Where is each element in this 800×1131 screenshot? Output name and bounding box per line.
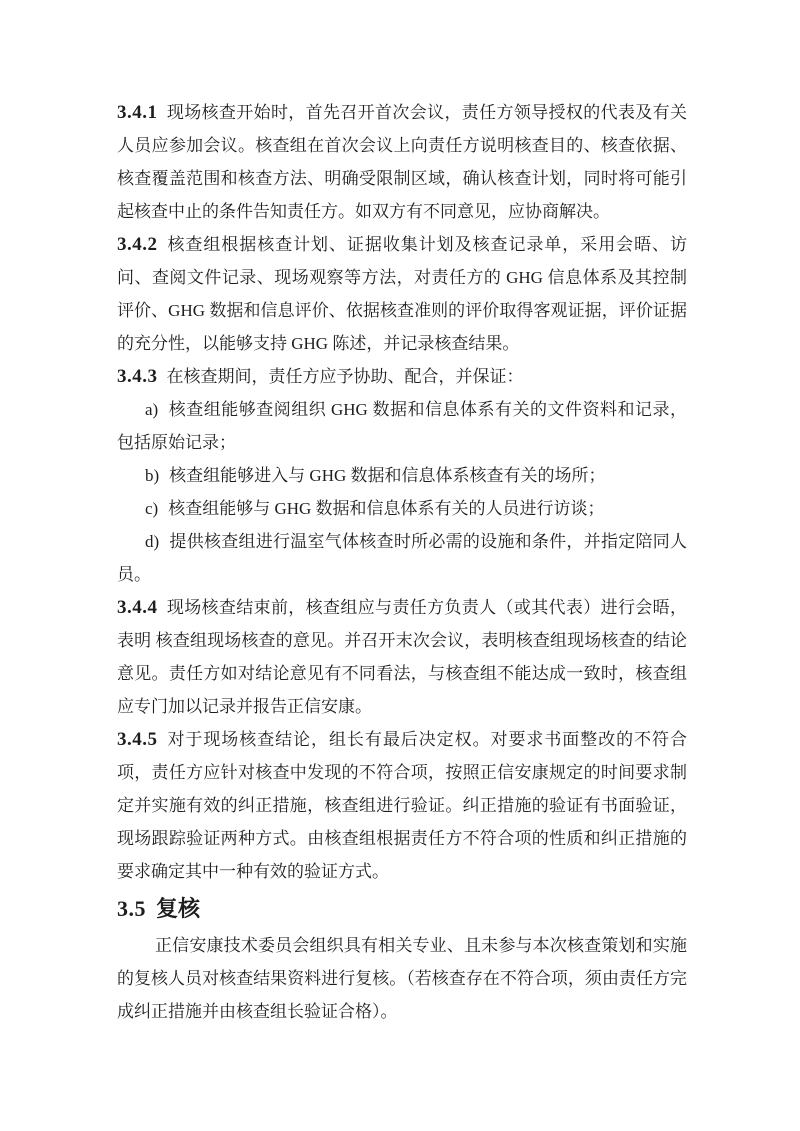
- list-item-text: 提供核查组进行温室气体核查时所必需的设施和条件，并指定陪同人员。: [117, 532, 687, 584]
- clause-3-4-4: [117, 591, 687, 723]
- section-paragraph: [117, 929, 687, 1028]
- list-item-d: [117, 525, 687, 591]
- clause-number: 3.4.3: [117, 366, 158, 387]
- list-item-b: [117, 459, 687, 492]
- clause-text: 对于现场核查结论，组长有最后决定权。对要求书面整改的不符合项，责任方应针对核查中发现的不符合项，按照正信安康规定的时间要求制定并实施有效的纠正措施，核查组进行验证。纠正措施的验证有书面验证，现场跟踪验证两种方式。由核查组根据责任方不符合项的性质和纠正措施的要求确定其中一种有效的验证方式。: [117, 730, 687, 881]
- clause-text: 核查组根据核查计划、证据收集计划及核查记录单，采用会晤、访问、查阅文件记录、现场观察等方法，对责任方的 GHG 信息体系及其控制评价、GHG 数据和信息评价、依据核查准则的评价取得客观证据，评价证据的充分性，以能够支持 GHG 陈述，并记录核查结果。: [117, 235, 687, 353]
- clause-text: 在核查期间，责任方应予协助、配合，并保证：: [166, 367, 524, 386]
- list-item-label: d): [145, 532, 160, 551]
- list-item-a: [117, 393, 687, 459]
- clause-number: 3.4.2: [117, 234, 158, 255]
- clause-3-4-1: [117, 96, 687, 228]
- clause-3-4-5: [117, 723, 687, 888]
- section-title: 复核: [156, 896, 201, 921]
- section-number: 3.5: [117, 896, 146, 921]
- list-item-text: 核查组能够与 GHG 数据和信息体系有关的人员进行访谈；: [168, 499, 605, 518]
- clause-text: 现场核查开始时，首先召开首次会议，责任方领导授权的代表及有关人员应参加会议。核查组在首次会议上向责任方说明核查目的、核查依据、核查覆盖范围和核查方法、明确受限制区域，确认核查计划，同时将可能引起核查中止的条件告知责任方。如双方有不同意见，应协商解决。: [117, 103, 687, 221]
- list-item-label: c): [145, 499, 159, 518]
- clause-number: 3.4.5: [117, 729, 158, 750]
- clause-number: 3.4.4: [117, 597, 158, 618]
- list-item-c: [117, 492, 687, 525]
- list-item-text: 核查组能够查阅组织 GHG 数据和信息体系有关的文件资料和记录，包括原始记录；: [117, 400, 687, 452]
- section-heading-3-5: [117, 891, 687, 927]
- list-item-label: a): [145, 400, 159, 419]
- clause-3-4-2: [117, 228, 687, 360]
- list-item-text: 核查组能够进入与 GHG 数据和信息体系核查有关的场所；: [169, 466, 606, 485]
- list-item-label: b): [145, 466, 160, 485]
- clause-number: 3.4.1: [117, 102, 158, 123]
- clause-text: 现场核查结束前，核查组应与责任方负责人（或其代表）进行会晤，表明 核查组现场核查的意见。并召开末次会议，表明核查组现场核查的结论意见。责任方如对结论意见有不同看法，与核查组不能达成一致时，核查组应专门加以记录并报告正信安康。: [117, 598, 687, 716]
- clause-3-4-3: [117, 360, 687, 393]
- paragraph-text: 正信安康技术委员会组织具有相关专业、且未参与本次核查策划和实施的复核人员对核查结果资料进行复核。（若核查存在不符合项，须由责任方完成纠正措施并由核查组长验证合格）。: [117, 936, 687, 1021]
